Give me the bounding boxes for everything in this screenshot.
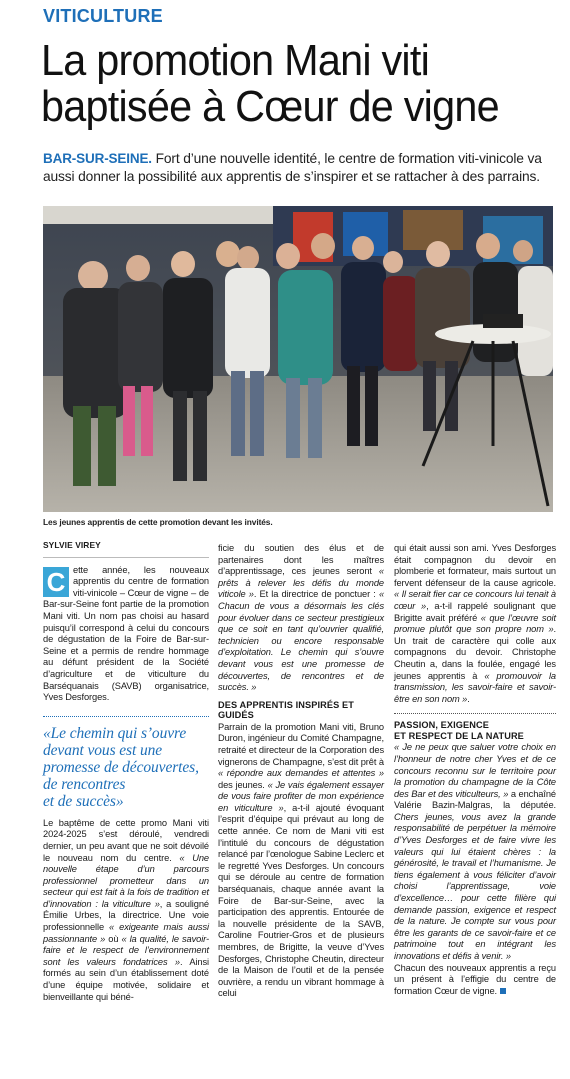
closing-paragraph [394,963,556,998]
body-text: . Et la directrice de ponctuer : [253,589,379,600]
apprentices-group-photo [43,206,553,512]
body-paragraph [394,543,556,705]
intro-text: ette année, les nouveaux apprentis du centre de formation viti-vinicole – Cœur de vigne – de Bar-sur-Seine font partie de la promotion Mani viti. Un nom pas choisi au hasard puisqu’il correspond à celui du concours de dégustation de la Foire de Bar-sur-Seine et a permis de rendre hommage au défunt président de la Société d’agriculture et de viticulture du Barséquanais (SAVB) organisatrice, Yves Desforges. [43,564,209,703]
body-text: , a-t-il rappelé soulignant que Brigitte avait préféré [394,600,557,623]
end-of-article-mark [500,988,506,994]
author-byline: SYLVIE VIREY [43,540,209,558]
quote-text: « prêts à relever les défis du monde viticole » [218,566,384,600]
body-text: . Ainsi formés au sein d’un établissement doté d’une équipe motivée, solidaire et bienveillante qui béné- [43,956,210,1002]
body-text: a enchaîné Valérie Bazin-Malgras, la députée. [394,788,556,811]
subheading-line: ET RESPECT DE LA NATURE [394,730,524,741]
pull-quote-line: «Le chemin qui s’ouvre [43,724,187,742]
quote-text: « Je ne peux que saluer votre choix en l’honneur de notre cher Yves et de ce concours reconnu sur le territoire pour la promotion du champagne de la Côte des Bar et des viticulteurs, » [394,742,556,799]
dateline: BAR-SUR-SEINE. [43,151,152,166]
standfirst-text: Fort d’une nouvelle identité, le centre de formation viti-vinicole va aussi donner la possibilité aux apprentis de s’inspirer et se rattacher à des parrains. [43,151,542,184]
pull-quote [43,716,209,810]
dotted-separator [394,713,556,714]
body-text: , a souligné Émilie Urbes, la directrice. Une voie professionnelle [43,898,209,933]
body-text: Le baptême de cette promo Mani viti 2024-2025 s’est déroulé, vendredi dernier, un peu avant que ne soit dévoilé le nouveau nom du centre. [43,817,209,863]
body-text: où [105,933,122,944]
body-text: des jeunes. [218,779,268,790]
pull-quote-line: de rencontres [43,775,126,793]
quote-text: « Il serait fier car ce concours lui tenait à cœur » [394,589,556,611]
body-paragraph [43,818,209,1004]
body-text: . Un trait de caractère qui colle aux compagnons du devoir. Christophe Cheutin a, dans la foulée, engagé les jeunes apprentis à [394,624,556,681]
column-2 [218,543,384,1000]
body-text: , a-t-il ajouté évoquant l’esprit d’équipe qui prévaut au long de cette année. Ce nom de Mani viti est l’intitulé du concours de dégustation relancé par l’œnologue Sabine Leclerc et le regretté Yves Desforges. Un concours qui se déroule au centre de formation barséquanais, chaque année avant la Foire de Bar-sur-Seine, avec la participation des apprentis. Entourée de la nouvelle présidente de la SAVB, Caroline Foutrier-Gros et de plusieurs membres, de Brigitte, la veuve d’Yves Desforges, Christophe Cheutin, directeur de la Maison de l’outil et de la pensée ouvrière, a rendu un vibrant hommage à celui [218,802,384,999]
article-photo [43,206,553,512]
quote-text: « Une nouvelle étape d’un parcours professionnel prometteur dans un secteur qui est fait à la fois de tradition et d’innovation : la viticulture » [43,852,209,909]
subheading: DES APPRENTIS INSPIRÉS ET GUIDÉS [218,699,354,721]
quote-text: « exigeante mais aussi passionnante » [43,922,209,944]
column-3 [394,543,556,997]
body-text: ficie du soutien des élus et de partenaires dont les maîtres d’apprentissage, ces jeunes seront [218,543,384,577]
body-paragraph [394,742,556,962]
quote-text: « Chacun de vous a désormais les clés pour évoluer dans ce secteur prestigieux que ce soit en tant qu’ouvrier qualifié, technicien ou encore responsable d’exploitation. Le chemin qui s’ouvre devant vous est une promesse de découvertes, de rencontres et de succès. » [218,589,385,693]
dropcap: C [43,567,69,597]
body-text: qui était aussi son ami. Yves Desforges était compagnon du devoir en plomberie et formateur, mais surtout un fervent défenseur de la cause agricole. [394,543,556,588]
section-rubric: VITICULTURE [43,6,163,26]
pull-quote-line: devant vous est une [43,741,163,759]
column-1 [43,540,209,1003]
headline [41,38,530,130]
pull-quote-line: et de succès» [43,792,124,810]
headline-line-2: baptisée à Cœur de vigne [41,82,499,131]
photo-caption: Les jeunes apprentis de cette promotion devant les invités. [43,517,273,527]
quote-text: « Je vais également essayer de vous faire profiter de mon expérience en viticulture » [218,779,385,813]
body-paragraph [218,722,384,1000]
headline-line-1: La promotion Mani viti [41,36,430,85]
pull-quote-line: promesse de découvertes, [43,758,199,776]
subheading [394,720,556,741]
standfirst [43,150,563,186]
body-paragraph [218,543,384,694]
intro-paragraph [43,565,209,704]
quote-text: Chers jeunes, vous avez la grande responsabilité de perpétuer la mémoire d’Yves Desforges et de faire vivre les valeurs qui lui étaient chères : la générosité, le travail et l’humanisme. Je tiens également à vous féliciter d’avoir choisi l’apprentissage, voie d’excellence… pour cette filière qui demande passion, exigence et respect de la nature. Je compte sur vous pour être les garants de ce savoir-faire et ce patrimoine tout en intégrant les innovations et défis à venir. » [394,811,556,961]
body-text: . [467,693,470,704]
quote-text: « promouvoir la transmission, les savoir-faire et savoir-être en son nom » [394,670,556,704]
subheading-line: PASSION, EXIGENCE [394,720,489,731]
body-text: Chacun des nouveaux apprentis a reçu un présent à l’effigie du centre de formation Cœur de vigne. [394,962,556,996]
quote-text: « la qualité, le savoir-faire et le respect de l’environnement sont les valeurs fondatrices » [43,933,209,967]
quote-text: « répondre aux demandes et attentes » [218,768,384,779]
quote-text: « que l’œuvre soit promue plutôt que son propre nom » [394,612,557,635]
body-text: Parrain de la promotion Mani viti, Bruno Duron, ingénieur du Comité Champagne, retraité et directeur de la Corporation des vignerons de Champagne, s’est dit prêt à [218,721,384,767]
